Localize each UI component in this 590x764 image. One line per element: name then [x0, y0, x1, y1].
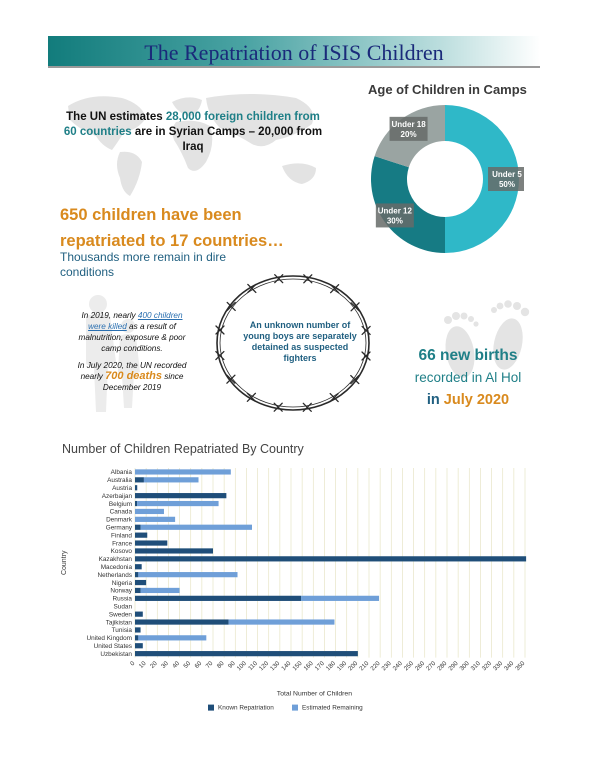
y-tick-label: Sudan [113, 603, 132, 611]
donut-label-value: 20% [400, 129, 417, 139]
title-rule [48, 66, 540, 68]
bar-known [135, 525, 141, 530]
y-tick-label: Tunisia [111, 627, 132, 635]
births-line2: recorded in Al Hol [414, 370, 522, 385]
deaths-count: 700 deaths [105, 370, 163, 382]
bar-known [135, 564, 142, 569]
intro-post: are in Syrian Camps – 20,000 from Iraq [131, 126, 323, 153]
y-tick-label: Belgium [108, 500, 132, 508]
detained-boys-text: An unknown number of young boys are separately detained as suspected fighters [243, 320, 357, 363]
x-tick-label: 120 [257, 660, 271, 673]
births-line3-pre: in [426, 392, 444, 408]
deaths-text-block [74, 310, 190, 399]
x-tick-label: 160 [302, 660, 315, 673]
bar-estimated [137, 501, 218, 506]
births-line1: 66 new births [418, 347, 518, 364]
bar-known [135, 572, 138, 577]
x-tick-label: 140 [280, 660, 293, 673]
x-tick-label: 210 [358, 660, 371, 673]
deaths-p1-pre: In 2019, nearly [81, 311, 138, 320]
bar-known [135, 485, 137, 490]
y-tick-label: Norway [110, 587, 132, 595]
x-tick-label: 10 [137, 660, 148, 670]
bar-estimated [138, 635, 206, 640]
deaths-paragraph-2019 [74, 310, 190, 354]
bar-estimated [301, 596, 379, 601]
x-tick-label: 110 [247, 660, 259, 672]
bar-estimated [141, 588, 180, 593]
bar-known [135, 627, 141, 632]
intro-pre: The UN estimates [66, 111, 166, 123]
y-tick-label: Azerbaijan [101, 492, 132, 500]
y-tick-label: United Kingdom [86, 635, 132, 643]
x-tick-label: 30 [160, 660, 170, 670]
y-tick-label: United States [93, 642, 132, 650]
deaths-link[interactable]: 400 children were killed [88, 311, 183, 331]
legend-swatch [208, 705, 214, 711]
x-tick-label: 0 [129, 660, 137, 668]
x-tick-label: 40 [171, 660, 181, 670]
headline-line1: 650 children have been [60, 206, 242, 224]
bar-known [135, 651, 358, 656]
y-tick-label: Nigeria [111, 579, 132, 587]
x-tick-label: 80 [215, 660, 226, 670]
y-tick-label: Uzbekistan [100, 650, 132, 658]
headline [60, 202, 284, 254]
y-tick-label: Sweden [108, 611, 132, 619]
donut-chart-title: Age of Children in Camps [368, 82, 527, 97]
bar-estimated [141, 525, 252, 530]
x-tick-label: 100 [235, 660, 248, 673]
x-tick-label: 350 [514, 660, 527, 673]
y-tick-label: Finland [111, 532, 132, 540]
bar-known [135, 540, 167, 545]
bar-known [135, 643, 143, 648]
deaths-paragraph-2020 [74, 360, 190, 393]
x-tick-label: 230 [380, 660, 393, 673]
intro-text [62, 110, 324, 155]
x-tick-label: 150 [291, 660, 304, 673]
x-tick-label: 170 [313, 660, 326, 673]
x-tick-label: 200 [347, 660, 360, 673]
x-tick-label: 310 [469, 660, 482, 673]
age-donut-chart [366, 102, 524, 256]
x-tick-label: 220 [369, 660, 382, 673]
deaths-p1-post: as a result of malnutrition, exposure & poor camp conditions. [78, 322, 186, 353]
x-tick-label: 50 [182, 660, 193, 670]
donut-label-value: 30% [386, 216, 403, 226]
bar-known [135, 548, 213, 553]
x-tick-label: 340 [503, 660, 516, 673]
x-tick-label: 60 [193, 660, 204, 670]
headline-subtext: Thousands more remain in dire conditions [60, 250, 227, 279]
bar-known [135, 556, 526, 561]
legend-label: Known Repatriation [218, 704, 274, 712]
bar-estimated [135, 509, 164, 514]
bar-estimated [135, 469, 231, 474]
x-tick-label: 190 [335, 660, 349, 673]
donut-label-name: Under 5 [492, 170, 522, 179]
y-tick-label: Canada [109, 508, 132, 516]
x-tick-label: 270 [425, 660, 438, 673]
x-tick-label: 180 [324, 660, 337, 673]
y-tick-label: Australia [107, 477, 132, 485]
y-tick-label: Germany [105, 524, 132, 532]
x-tick-label: 260 [413, 660, 427, 673]
bar-known [135, 619, 229, 624]
bar-known [135, 612, 143, 617]
bar-known [135, 588, 141, 593]
bar-known [135, 477, 144, 482]
bar-chart-title: Number of Children Repatriated By Country [62, 442, 304, 456]
bar-estimated [138, 572, 237, 577]
deaths-p2-post: since December 2019 [102, 372, 184, 392]
donut-label-value: 50% [498, 180, 516, 189]
x-tick-label: 280 [436, 660, 449, 673]
bar-known [135, 596, 301, 601]
donut-label-name: Under 12 [377, 206, 412, 216]
y-tick-label: Russia [112, 595, 132, 603]
x-tick-label: 320 [480, 660, 493, 673]
y-tick-label: Denmark [106, 516, 132, 524]
bar-estimated [229, 619, 335, 624]
y-tick-label: Albania [110, 469, 132, 477]
bar-estimated [135, 517, 175, 522]
y-tick-label: Tajikistan [105, 619, 132, 627]
bar-known [135, 635, 138, 640]
intro-highlight: 28,000 foreign children from 60 countries [63, 111, 320, 138]
births-text [390, 345, 546, 411]
deaths-p2-pre: In July 2020, the UN recorded nearly [77, 361, 187, 381]
x-tick-label: 70 [204, 660, 215, 670]
x-tick-label: 300 [458, 660, 471, 673]
y-tick-label: France [112, 540, 132, 548]
bar-known [135, 533, 147, 538]
x-tick-label: 20 [148, 660, 159, 670]
births-line3 [390, 389, 546, 411]
bar-known [135, 580, 146, 585]
legend-swatch [292, 705, 298, 711]
bar-estimated [144, 477, 199, 482]
y-tick-label: Netherlands [97, 571, 132, 579]
y-axis-title: Country [61, 550, 68, 576]
y-tick-label: Austria [112, 484, 132, 492]
y-tick-label: Macedonia [100, 563, 132, 571]
donut-label-name: Under 18 [391, 119, 426, 129]
repatriation-bar-chart [56, 462, 540, 722]
x-axis-title: Total Number of Children [276, 690, 352, 698]
bar-known [135, 493, 226, 498]
y-tick-label: Kosovo [110, 548, 132, 556]
legend-label: Estimated Remaining [302, 704, 363, 712]
x-tick-label: 240 [391, 660, 404, 673]
headline-line2: repatriated to 17 countries… [60, 232, 284, 250]
x-tick-label: 250 [402, 660, 415, 673]
page-title: The Repatriation of ISIS Children [144, 40, 444, 65]
x-tick-label: 290 [447, 660, 460, 673]
x-tick-label: 130 [269, 660, 282, 673]
y-tick-label: Kazakhstan [98, 556, 132, 564]
x-tick-label: 330 [491, 660, 505, 673]
bar-known [135, 501, 137, 506]
births-date: July 2020 [443, 392, 510, 408]
x-tick-label: 90 [226, 660, 237, 670]
